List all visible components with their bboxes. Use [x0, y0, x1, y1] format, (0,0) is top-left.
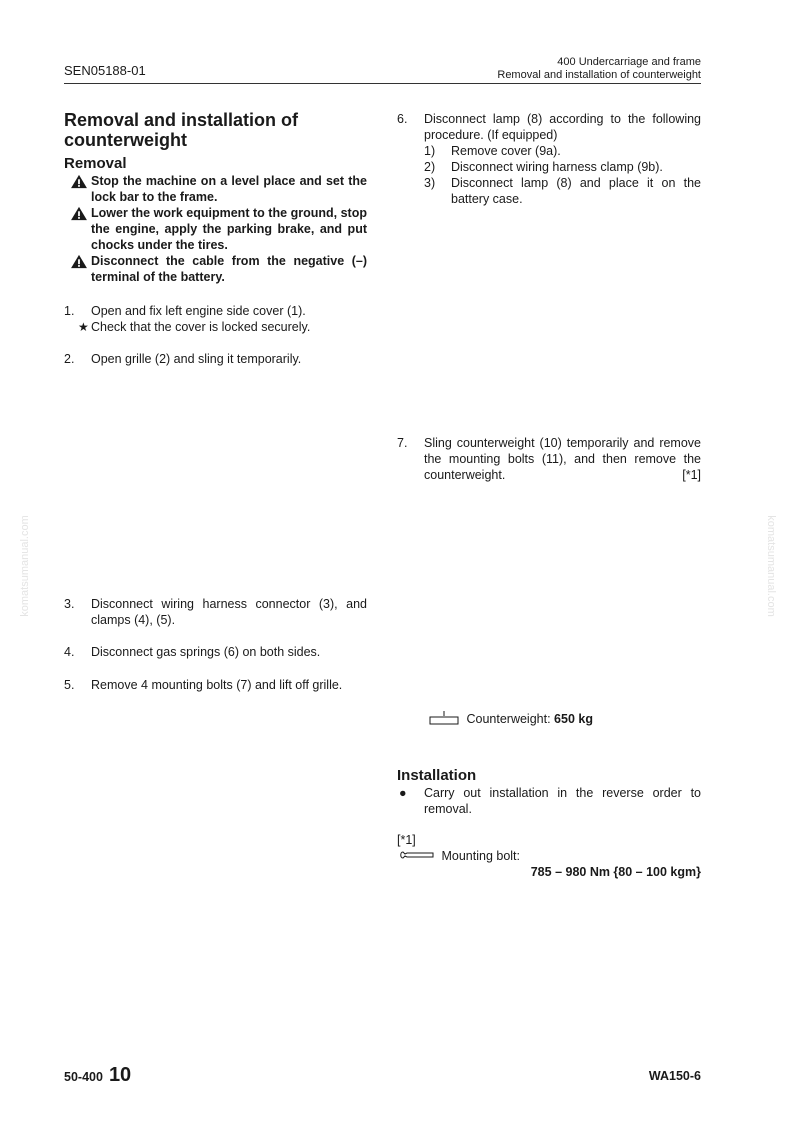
counterweight-label: Counterweight:	[466, 712, 551, 726]
sub-step-text: Remove cover (9a).	[451, 144, 561, 158]
bullet-text: Carry out installation in the reverse order to removal.	[424, 786, 701, 816]
sub-step	[397, 143, 701, 159]
step-text: Disconnect wiring harness connector (3), and clamps (4), (5).	[91, 597, 367, 627]
header-rule	[64, 83, 701, 84]
warning-text: Stop the machine on a level place and set the lock bar to the frame.	[91, 174, 367, 204]
bullet-icon: ●	[399, 786, 407, 800]
sub-step-number: 2)	[424, 160, 436, 174]
step-number: 2.	[64, 352, 75, 366]
weight-icon	[429, 711, 459, 725]
page-title: Removal and installation of counterweight	[64, 110, 299, 150]
star-icon: ★	[78, 320, 89, 334]
reference-mark: [*1]	[682, 468, 701, 482]
reference-mark: [*1]	[397, 833, 416, 847]
step-number: 6.	[397, 112, 408, 126]
doc-code: SEN05188-01	[64, 63, 146, 78]
warning-item	[64, 205, 367, 253]
step-3	[64, 596, 367, 628]
step-text: Sling counterweight (10) temporarily and remove the mounting bolts (11), and then remove the counterweight.	[424, 436, 701, 482]
sub-step-number: 3)	[424, 176, 436, 190]
step-5	[64, 677, 367, 693]
sub-step	[397, 159, 701, 175]
page-prefix: 50-400	[64, 1070, 103, 1084]
warning-text: Disconnect the cable from the negative (–) terminal of the battery.	[91, 254, 367, 284]
installation-section	[397, 767, 701, 817]
bullet-item	[397, 785, 701, 817]
wrench-icon	[399, 849, 435, 861]
note-text: Check that the cover is locked securely.	[91, 320, 311, 334]
warning-icon	[70, 206, 88, 221]
step-note	[64, 319, 367, 335]
step-2	[64, 351, 367, 367]
step-number: 3.	[64, 597, 75, 611]
step-text: Disconnect gas springs (6) on both sides.	[91, 645, 321, 659]
sub-step-text: Disconnect lamp (8) and place it on the battery case.	[451, 176, 701, 206]
list-item	[64, 596, 367, 628]
step-number: 7.	[397, 436, 408, 450]
step-text: Open grille (2) and sling it temporarily.	[91, 352, 302, 366]
step-number: 5.	[64, 678, 75, 692]
page-number-large: 10	[108, 1064, 132, 1086]
step-text: Remove 4 mounting bolts (7) and lift off grille.	[91, 678, 343, 692]
step-text: Open and fix left engine side cover (1).	[91, 304, 306, 318]
step-number: 1.	[64, 304, 75, 318]
sub-step	[397, 175, 701, 207]
list-item	[397, 435, 701, 483]
torque-label: Mounting bolt:	[441, 849, 521, 863]
list-item	[64, 644, 367, 660]
torque-value: 785 – 980 Nm {80 – 100 kgm}	[530, 865, 701, 879]
list-item	[64, 351, 367, 367]
removal-heading: Removal	[64, 155, 127, 172]
step-4	[64, 644, 367, 660]
step-1	[64, 303, 367, 335]
torque-spec	[397, 832, 701, 880]
installation-heading: Installation	[397, 767, 477, 784]
section-title: 400 Undercarriage and frame	[557, 56, 701, 68]
sub-step-number: 1)	[424, 144, 436, 158]
sub-step-text: Disconnect wiring harness clamp (9b).	[451, 160, 663, 174]
counterweight-spec	[429, 711, 593, 726]
step-6	[397, 111, 701, 207]
running-header	[497, 56, 701, 82]
page-number	[64, 1064, 131, 1087]
list-item	[64, 677, 367, 693]
warning-icon	[70, 254, 88, 269]
torque-line	[397, 848, 701, 864]
step-7	[397, 435, 701, 483]
warning-icon	[70, 174, 88, 189]
warning-item	[64, 253, 367, 285]
step-text: Disconnect lamp (8) according to the following procedure. (If equipped)	[424, 112, 701, 142]
subsection-title: Removal and installation of counterweight	[497, 69, 701, 81]
list-item	[64, 303, 367, 319]
counterweight-value: 650 kg	[554, 712, 593, 726]
warning-item	[64, 173, 367, 205]
machine-model: WA150-6	[648, 1069, 701, 1083]
step-number: 4.	[64, 645, 75, 659]
watermark-right: komatsumanual.com	[764, 515, 777, 617]
watermark-left: komatsumanual.com	[18, 515, 31, 617]
list-item	[397, 111, 701, 143]
warning-text: Lower the work equipment to the ground, stop the engine, apply the parking brake, and put chocks under the tires.	[91, 206, 367, 252]
removal-section	[64, 155, 367, 285]
